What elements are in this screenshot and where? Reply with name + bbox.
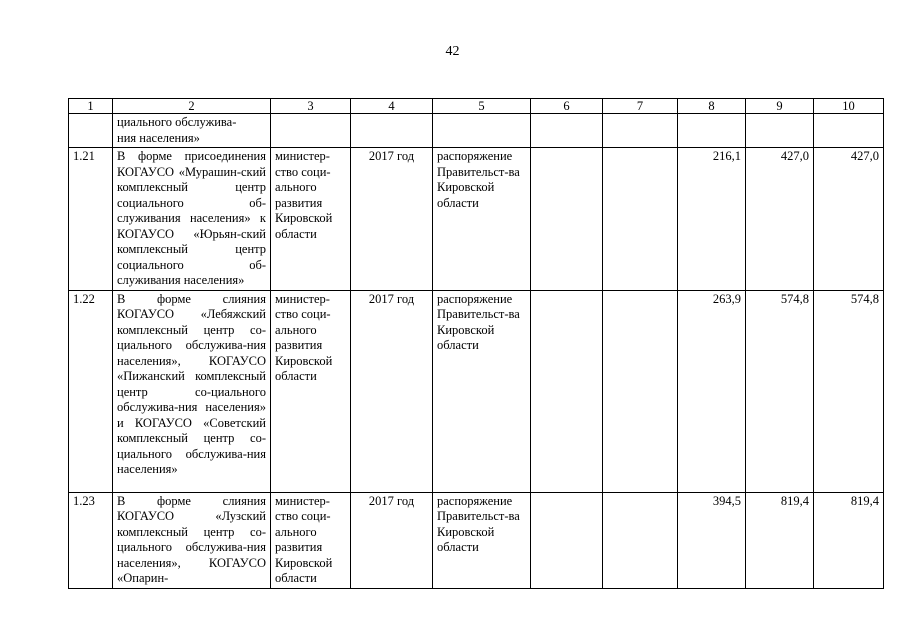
column-header-1: 1 [69,99,113,114]
cell-responsible: министер-ство соци-ального развития Кировской области [271,492,351,588]
table-row [69,148,884,291]
column-header-3: 3 [271,99,351,114]
cell-responsible: министер-ство соци-ального развития Кировской области [271,290,351,492]
cell-num [69,114,113,148]
cell-document [433,114,531,148]
column-header-9: 9 [746,99,814,114]
column-header-5: 5 [433,99,531,114]
cell-description: циального обслужива- ния населения» [113,114,271,148]
cell-col8 [678,114,746,148]
page-number: 42 [445,44,460,59]
cell-col10: 427,0 [814,148,884,291]
cell-responsible [271,114,351,148]
cell-col7 [603,290,678,492]
column-header-6: 6 [531,99,603,114]
cell-description: В форме присоединения КОГАУСО «Мурашин-ский комплексный центр социального об-служивания населения» к КОГАУСО «Юрьян-ский комплексный центр социального об-служивания населения» [113,148,271,291]
cell-col8: 263,9 [678,290,746,492]
column-header-2: 2 [113,99,271,114]
cell-document: распоряжение Правительст-ва Кировской области [433,290,531,492]
cell-description: В форме слияния КОГАУСО «Лузский комплексный центр со-циального обслужива-ния населения», КОГАУСО «Опарин- [113,492,271,588]
cell-col7 [603,492,678,588]
cell-year [351,114,433,148]
column-header-4: 4 [351,99,433,114]
cell-year: 2017 год [351,148,433,291]
cell-col10 [814,114,884,148]
table-row [69,290,884,492]
cell-col7 [603,114,678,148]
cell-col7 [603,148,678,291]
column-header-10: 10 [814,99,884,114]
column-header-7: 7 [603,99,678,114]
cell-col9: 427,0 [746,148,814,291]
cell-col6 [531,148,603,291]
cell-col6 [531,114,603,148]
cell-num: 1.23 [69,492,113,588]
cell-year: 2017 год [351,492,433,588]
cell-col10: 819,4 [814,492,884,588]
cell-col9: 819,4 [746,492,814,588]
cell-document: распоряжение Правительст-ва Кировской области [433,148,531,291]
cell-year: 2017 год [351,290,433,492]
cell-col9 [746,114,814,148]
cell-col9: 574,8 [746,290,814,492]
cell-description: В форме слияния КОГАУСО «Лебяжский комплексный центр со-циального обслужива-ния населения», КОГАУСО «Пижанский комплексный центр со-циального обслужива-ния населения» и КОГАУСО «Советский комплексный центр со-циального обслужива-ния населения» [113,290,271,492]
table-row-continuation [69,114,884,148]
table-row [69,492,884,588]
cell-col6 [531,492,603,588]
cell-col8: 394,5 [678,492,746,588]
cell-num: 1.22 [69,290,113,492]
cell-num: 1.21 [69,148,113,291]
cell-col10: 574,8 [814,290,884,492]
cell-document: распоряжение Правительст-ва Кировской области [433,492,531,588]
column-header-8: 8 [678,99,746,114]
cell-responsible: министер-ство соци-ального развития Кировской области [271,148,351,291]
cell-col8: 216,1 [678,148,746,291]
header-row [69,99,884,114]
cell-col6 [531,290,603,492]
data-table [68,98,884,589]
